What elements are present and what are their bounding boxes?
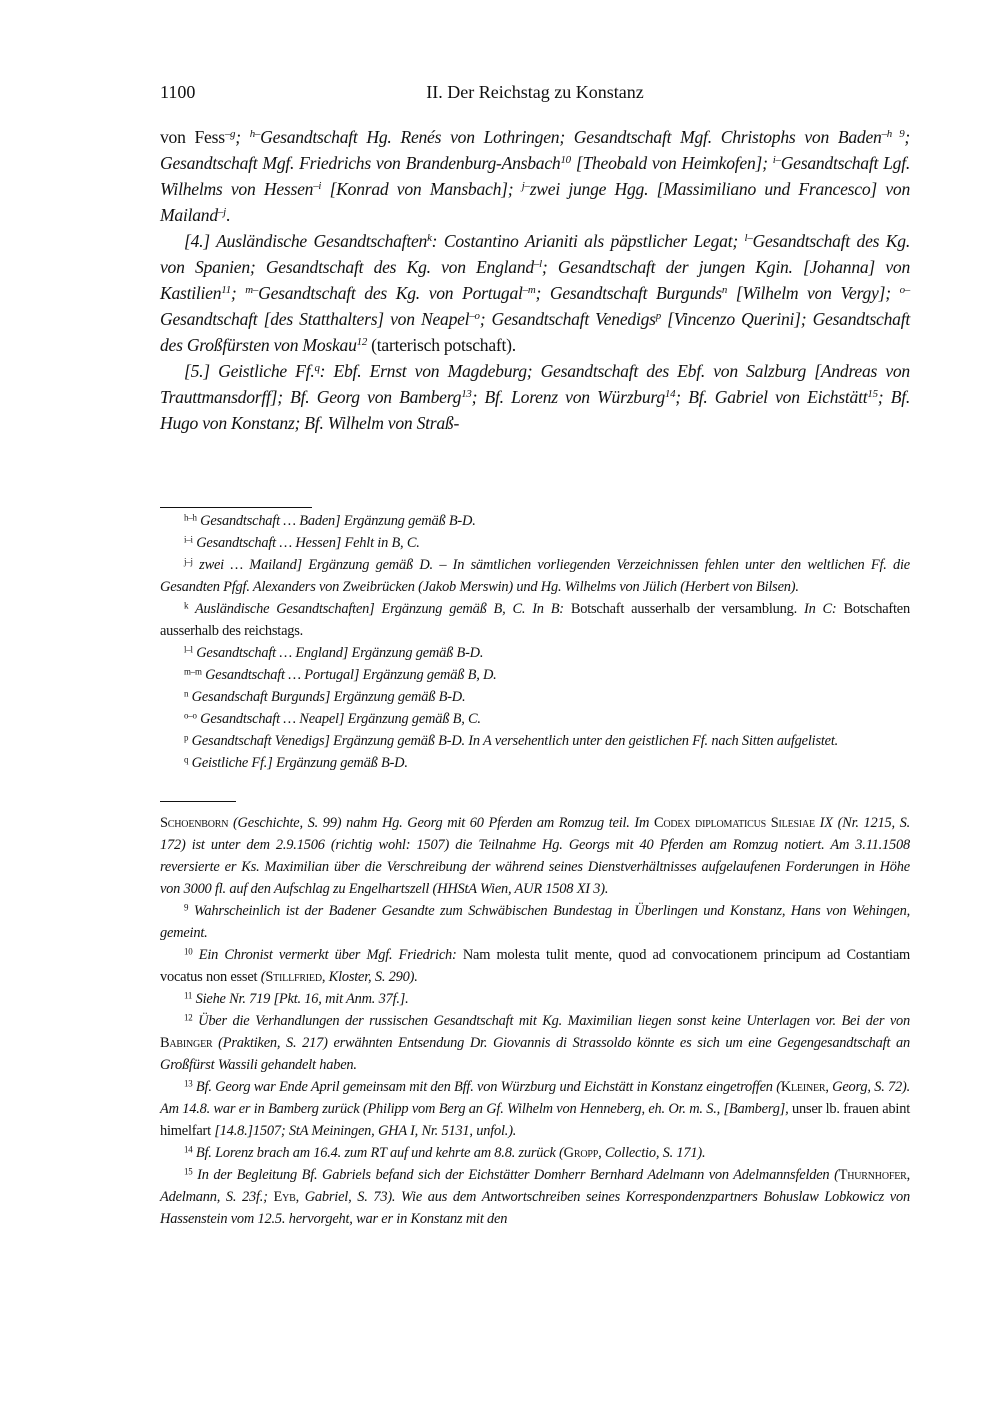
text-segment: Eyb bbox=[273, 1189, 296, 1205]
textual-note bbox=[160, 752, 910, 774]
text-segment: ; Gesandtschaft Burgunds bbox=[535, 283, 722, 303]
text-segment: Gesandschaft Burgunds] Ergänzung gemäß B-D. bbox=[188, 689, 466, 705]
text-segment: [5.] Geistliche Ff. bbox=[184, 361, 315, 381]
textual-note bbox=[160, 598, 910, 642]
text-segment: , bbox=[906, 1167, 910, 1183]
text-segment: Siehe Nr. 719 [Pkt. 16, mit Anm. 37f.]. bbox=[192, 991, 409, 1007]
note-marker: l–l bbox=[184, 644, 193, 655]
text-segment: [Vincenzo Querini]; Gesandtschaft des Großfürsten von Moskau bbox=[160, 309, 910, 355]
note-marker: –l bbox=[533, 258, 542, 270]
running-header bbox=[160, 82, 910, 108]
note-marker: i–i bbox=[184, 534, 193, 545]
text-segment: , bbox=[321, 969, 329, 985]
note-marker: j–j bbox=[184, 556, 193, 567]
note-marker: l– bbox=[744, 232, 753, 244]
text-segment: , bbox=[825, 1079, 833, 1095]
note-marker: 9 bbox=[184, 902, 189, 913]
textual-notes-divider bbox=[160, 507, 312, 508]
textual-note bbox=[160, 510, 910, 532]
text-segment: Bf. Lorenz brach am 16.4. zum RT auf und kehrte am 8.8. zurück ( bbox=[192, 1145, 564, 1161]
text-segment: [Theobald von Heimkofen]; bbox=[570, 153, 773, 173]
text-segment: Wahrscheinlich ist der Badener Gesandte zum Schwäbischen Bundestag in Überlingen und Konstanz, Hans von Wehingen, gemeint. bbox=[160, 903, 910, 941]
note-marker: m– bbox=[245, 284, 259, 296]
text-segment: Gesandtschaft … England] Ergänzung gemäß B-D. bbox=[192, 645, 484, 661]
note-marker: 10 bbox=[184, 946, 193, 957]
note-marker: o–o bbox=[184, 710, 197, 721]
textual-note bbox=[160, 554, 910, 598]
text-segment: von Fess bbox=[160, 127, 225, 147]
note-marker: i– bbox=[772, 154, 781, 166]
text-segment: Schoenborn bbox=[160, 815, 229, 831]
text-segment: : Costantino Arianiti als päpstlicher Legat; bbox=[431, 231, 745, 251]
commentary-note bbox=[160, 1164, 910, 1230]
note-marker: m–m bbox=[184, 666, 202, 677]
text-segment: Ein Chronist vermerkt über Mgf. Friedrich: bbox=[192, 947, 457, 963]
text-segment: In der Begleitung Bf. Gabriels befand sich der Eichstätter Domherr Bernhard Adelmann von Adelmannsfelden ( bbox=[192, 1167, 839, 1183]
text-segment: ; Bf. Hugo von Konstanz; Bf. Wilhelm von Straß- bbox=[160, 387, 910, 433]
note-marker: 13 bbox=[461, 388, 472, 400]
note-marker: –h 9 bbox=[881, 128, 905, 140]
commentary-note bbox=[160, 812, 910, 900]
note-marker: 10 bbox=[560, 154, 571, 166]
note-marker: 13 bbox=[184, 1078, 193, 1089]
note-marker: k bbox=[427, 232, 432, 244]
text-segment: Adelmann, S. 23f.; bbox=[160, 1189, 274, 1205]
text-segment: Gabriel, S. 73). Wie aus dem Antwortschreiben seines Korrespondenzpartners Bohuslaw Lobkowicz von Hassenstein vom 12.5. hervorgeht, war er in Konstanz mit den bbox=[160, 1189, 910, 1227]
text-segment: zwei junge Hgg. [Massimiliano und Francesco] von Mailand bbox=[160, 179, 910, 225]
text-segment: Kleiner bbox=[780, 1079, 826, 1095]
text-segment: ; bbox=[235, 127, 250, 147]
text-segment: Gesandtschaft des Kg. von Spanien; Gesandtschaft des Kg. von England bbox=[160, 231, 910, 277]
note-marker: 12 bbox=[356, 336, 368, 348]
note-marker: –j bbox=[217, 206, 226, 218]
note-marker: 11 bbox=[184, 990, 193, 1001]
note-marker: –g bbox=[224, 128, 236, 140]
textual-note bbox=[160, 642, 910, 664]
commentary-note bbox=[160, 900, 910, 944]
text-segment: Stillfried bbox=[265, 969, 322, 985]
text-segment: zwei … Mailand] Ergänzung gemäß D. – In sämtlichen vorliegenden Verzeichnissen fehlen unter den weltlichen Ff. die Gesandten Pfgf. Alexanders von Zweibrücken (Jakob Merswin) und Hg. Wilhelms von Jülich (Herbert von Bilsen). bbox=[160, 557, 910, 595]
paragraph bbox=[160, 228, 910, 358]
commentary-notes bbox=[160, 812, 910, 1230]
note-marker: 15 bbox=[184, 1166, 193, 1177]
commentary-note bbox=[160, 1076, 910, 1142]
text-segment: Gesandtschaft Lgf. Wilhelms von Hessen bbox=[160, 153, 910, 199]
text-segment: (Geschichte, S. 99) nahm Hg. Georg mit 60 Pferden am Romzug teil. Im bbox=[228, 815, 654, 831]
note-marker: –o bbox=[469, 310, 480, 322]
note-marker: n bbox=[721, 284, 728, 296]
running-title: II. Der Reichstag zu Konstanz bbox=[426, 82, 644, 102]
textual-notes bbox=[160, 510, 910, 774]
text-segment: ; Bf. Gabriel von Eichstätt bbox=[675, 387, 868, 407]
text-segment: : Ebf. Ernst von Magdeburg; Gesandtschaft des Ebf. von Salzburg [Andreas von Trauttmansdorff]; Bf. Georg von Bamberg bbox=[160, 361, 910, 407]
note-marker: q bbox=[184, 754, 189, 765]
text-segment: Codex diplomaticus Silesiae bbox=[653, 815, 815, 831]
note-marker: k bbox=[184, 600, 189, 611]
textual-note bbox=[160, 708, 910, 730]
text-segment: Babinger bbox=[160, 1035, 213, 1051]
note-marker: 11 bbox=[221, 284, 231, 296]
text-segment: ; Gesandtschaft Mgf. Friedrichs von Brandenburg-Ansbach bbox=[160, 127, 911, 173]
text-segment: Gesandtschaft … Baden] Ergänzung gemäß B-D. bbox=[196, 513, 476, 529]
text-segment: Gesandtschaft … Portugal] Ergänzung gemäß B, D. bbox=[201, 667, 497, 683]
text-segment: (Praktiken, S. 217) erwähnten Entsendung Dr. Giovannis di Strassoldo könnte es sich um eine Gegengesandtschaft an Großfürst Wassili gehandelt haben. bbox=[160, 1035, 910, 1073]
note-marker: p bbox=[184, 732, 189, 743]
text-segment: [Wilhelm von Vergy]; bbox=[727, 283, 900, 303]
text-segment: ; Bf. Lorenz von Würzburg bbox=[471, 387, 665, 407]
text-segment: Ausländische Gesandtschaften] Ergänzung gemäß B, C. In B: bbox=[188, 601, 564, 617]
text-segment: In C: bbox=[804, 601, 837, 617]
text-segment: [14.8.]1507; StA Meiningen, GHA I, Nr. 5131, unfol.). bbox=[214, 1123, 517, 1139]
text-segment: Botschaften ausserhalb des reichstags. bbox=[160, 601, 910, 639]
commentary-note bbox=[160, 988, 910, 1010]
text-segment: IX (Nr. 1215, S. 172) ist unter dem 2.9.1506 (richtig wohl: 1507) die Teilnahme Hg. Georgs mit 40 Pferden am Romzug notiert. Am 3.11.1508 reversierte er Ks. Maximilian über die Verschreibung der während seines Dienstverhältnisses aufgelaufenen Forderungen in Höhe von 3000 fl. auf den Aufschlag zu Engelhartszell (HHStA Wien, AUR 1508 XI 3). bbox=[160, 815, 911, 897]
text-segment: Gesandtschaft Venedigs] Ergänzung gemäß B-D. In A versehentlich unter den geistlichen Ff. nach Sitten aufgelistet. bbox=[188, 733, 839, 749]
text-segment: Collectio, S. 171). bbox=[604, 1145, 706, 1161]
textual-note bbox=[160, 730, 910, 752]
text-segment: Gesandtschaft … Hessen] Fehlt in B, C. bbox=[192, 535, 420, 551]
commentary-note bbox=[160, 1142, 910, 1164]
note-marker: –i bbox=[313, 180, 322, 192]
note-marker: 14 bbox=[184, 1144, 193, 1155]
note-marker: 12 bbox=[184, 1012, 193, 1023]
note-marker: n bbox=[184, 688, 189, 699]
note-marker: q bbox=[314, 362, 320, 374]
note-marker: o– bbox=[899, 284, 910, 296]
text-segment: Gesandtschaft [des Statthalters] von Neapel bbox=[160, 309, 470, 329]
main-text bbox=[160, 124, 910, 436]
text-segment: Geistliche Ff.] Ergänzung gemäß B-D. bbox=[188, 755, 408, 771]
text-segment: Kloster, S. 290). bbox=[328, 969, 418, 985]
text-segment: Botschaft ausserhalb der versamblung. bbox=[563, 601, 804, 617]
commentary-note bbox=[160, 1010, 910, 1076]
textual-note bbox=[160, 664, 910, 686]
page-number: 1100 bbox=[160, 82, 196, 102]
note-marker: h–h bbox=[184, 512, 197, 523]
text-segment: . bbox=[225, 205, 231, 225]
text-segment: ; Gesandtschaft der jungen Kgin. [Johanna] von Kastilien bbox=[160, 257, 910, 303]
commentary-note bbox=[160, 944, 910, 988]
text-segment: (tarterisch potschaft). bbox=[367, 335, 516, 355]
text-segment: Thurnhofer bbox=[838, 1167, 907, 1183]
text-segment: ; bbox=[230, 283, 246, 303]
commentary-notes-divider bbox=[160, 801, 236, 802]
text-segment: Über die Verhandlungen der russischen Gesandtschaft mit Kg. Maximilian liegen sonst keine Unterlagen vor. Bei der von bbox=[192, 1013, 910, 1029]
text-segment: ; Gesandtschaft Venedigs bbox=[479, 309, 656, 329]
text-segment: Gesandtschaft des Kg. von Portugal bbox=[258, 283, 523, 303]
note-marker: –m bbox=[522, 284, 536, 296]
text-segment: Georg, S. 72). Am 14.8. war er in Bamberg zurück (Philipp vom Berg an Gf. Wilhelm von Henneberg, eh. Or. m. S., [Bamberg], bbox=[160, 1079, 910, 1117]
note-marker: 15 bbox=[867, 388, 878, 400]
text-segment: unser lb. frauen abint himelfart bbox=[160, 1101, 910, 1139]
text-segment: ( bbox=[260, 969, 266, 985]
text-segment: , bbox=[295, 1189, 305, 1205]
textual-note bbox=[160, 686, 910, 708]
text-segment: Gesandtschaft … Neapel] Ergänzung gemäß B, C. bbox=[196, 711, 481, 727]
textual-note bbox=[160, 532, 910, 554]
note-marker: 14 bbox=[664, 388, 676, 400]
text-segment: Nam molesta tulit mente, quod ad convocationem principum ad Costantiam vocatus non esset bbox=[160, 947, 910, 985]
text-segment: , bbox=[598, 1145, 605, 1161]
text-segment: Gropp bbox=[563, 1145, 599, 1161]
text-segment: [4.] Ausländische Gesandtschaften bbox=[184, 231, 428, 251]
note-marker: p bbox=[655, 310, 661, 322]
paragraph bbox=[160, 358, 910, 436]
text-segment: [Konrad von Mansbach]; bbox=[321, 179, 522, 199]
text-segment: Gesandtschaft Hg. Renés von Lothringen; Gesandtschaft Mgf. Christophs von Baden bbox=[260, 127, 882, 147]
paragraph bbox=[160, 124, 910, 228]
note-marker: j– bbox=[521, 180, 530, 192]
note-marker: h– bbox=[249, 128, 261, 140]
text-segment: Bf. Georg war Ende April gemeinsam mit den Bff. von Würzburg und Eichstätt in Konstanz eingetroffen ( bbox=[192, 1079, 781, 1095]
